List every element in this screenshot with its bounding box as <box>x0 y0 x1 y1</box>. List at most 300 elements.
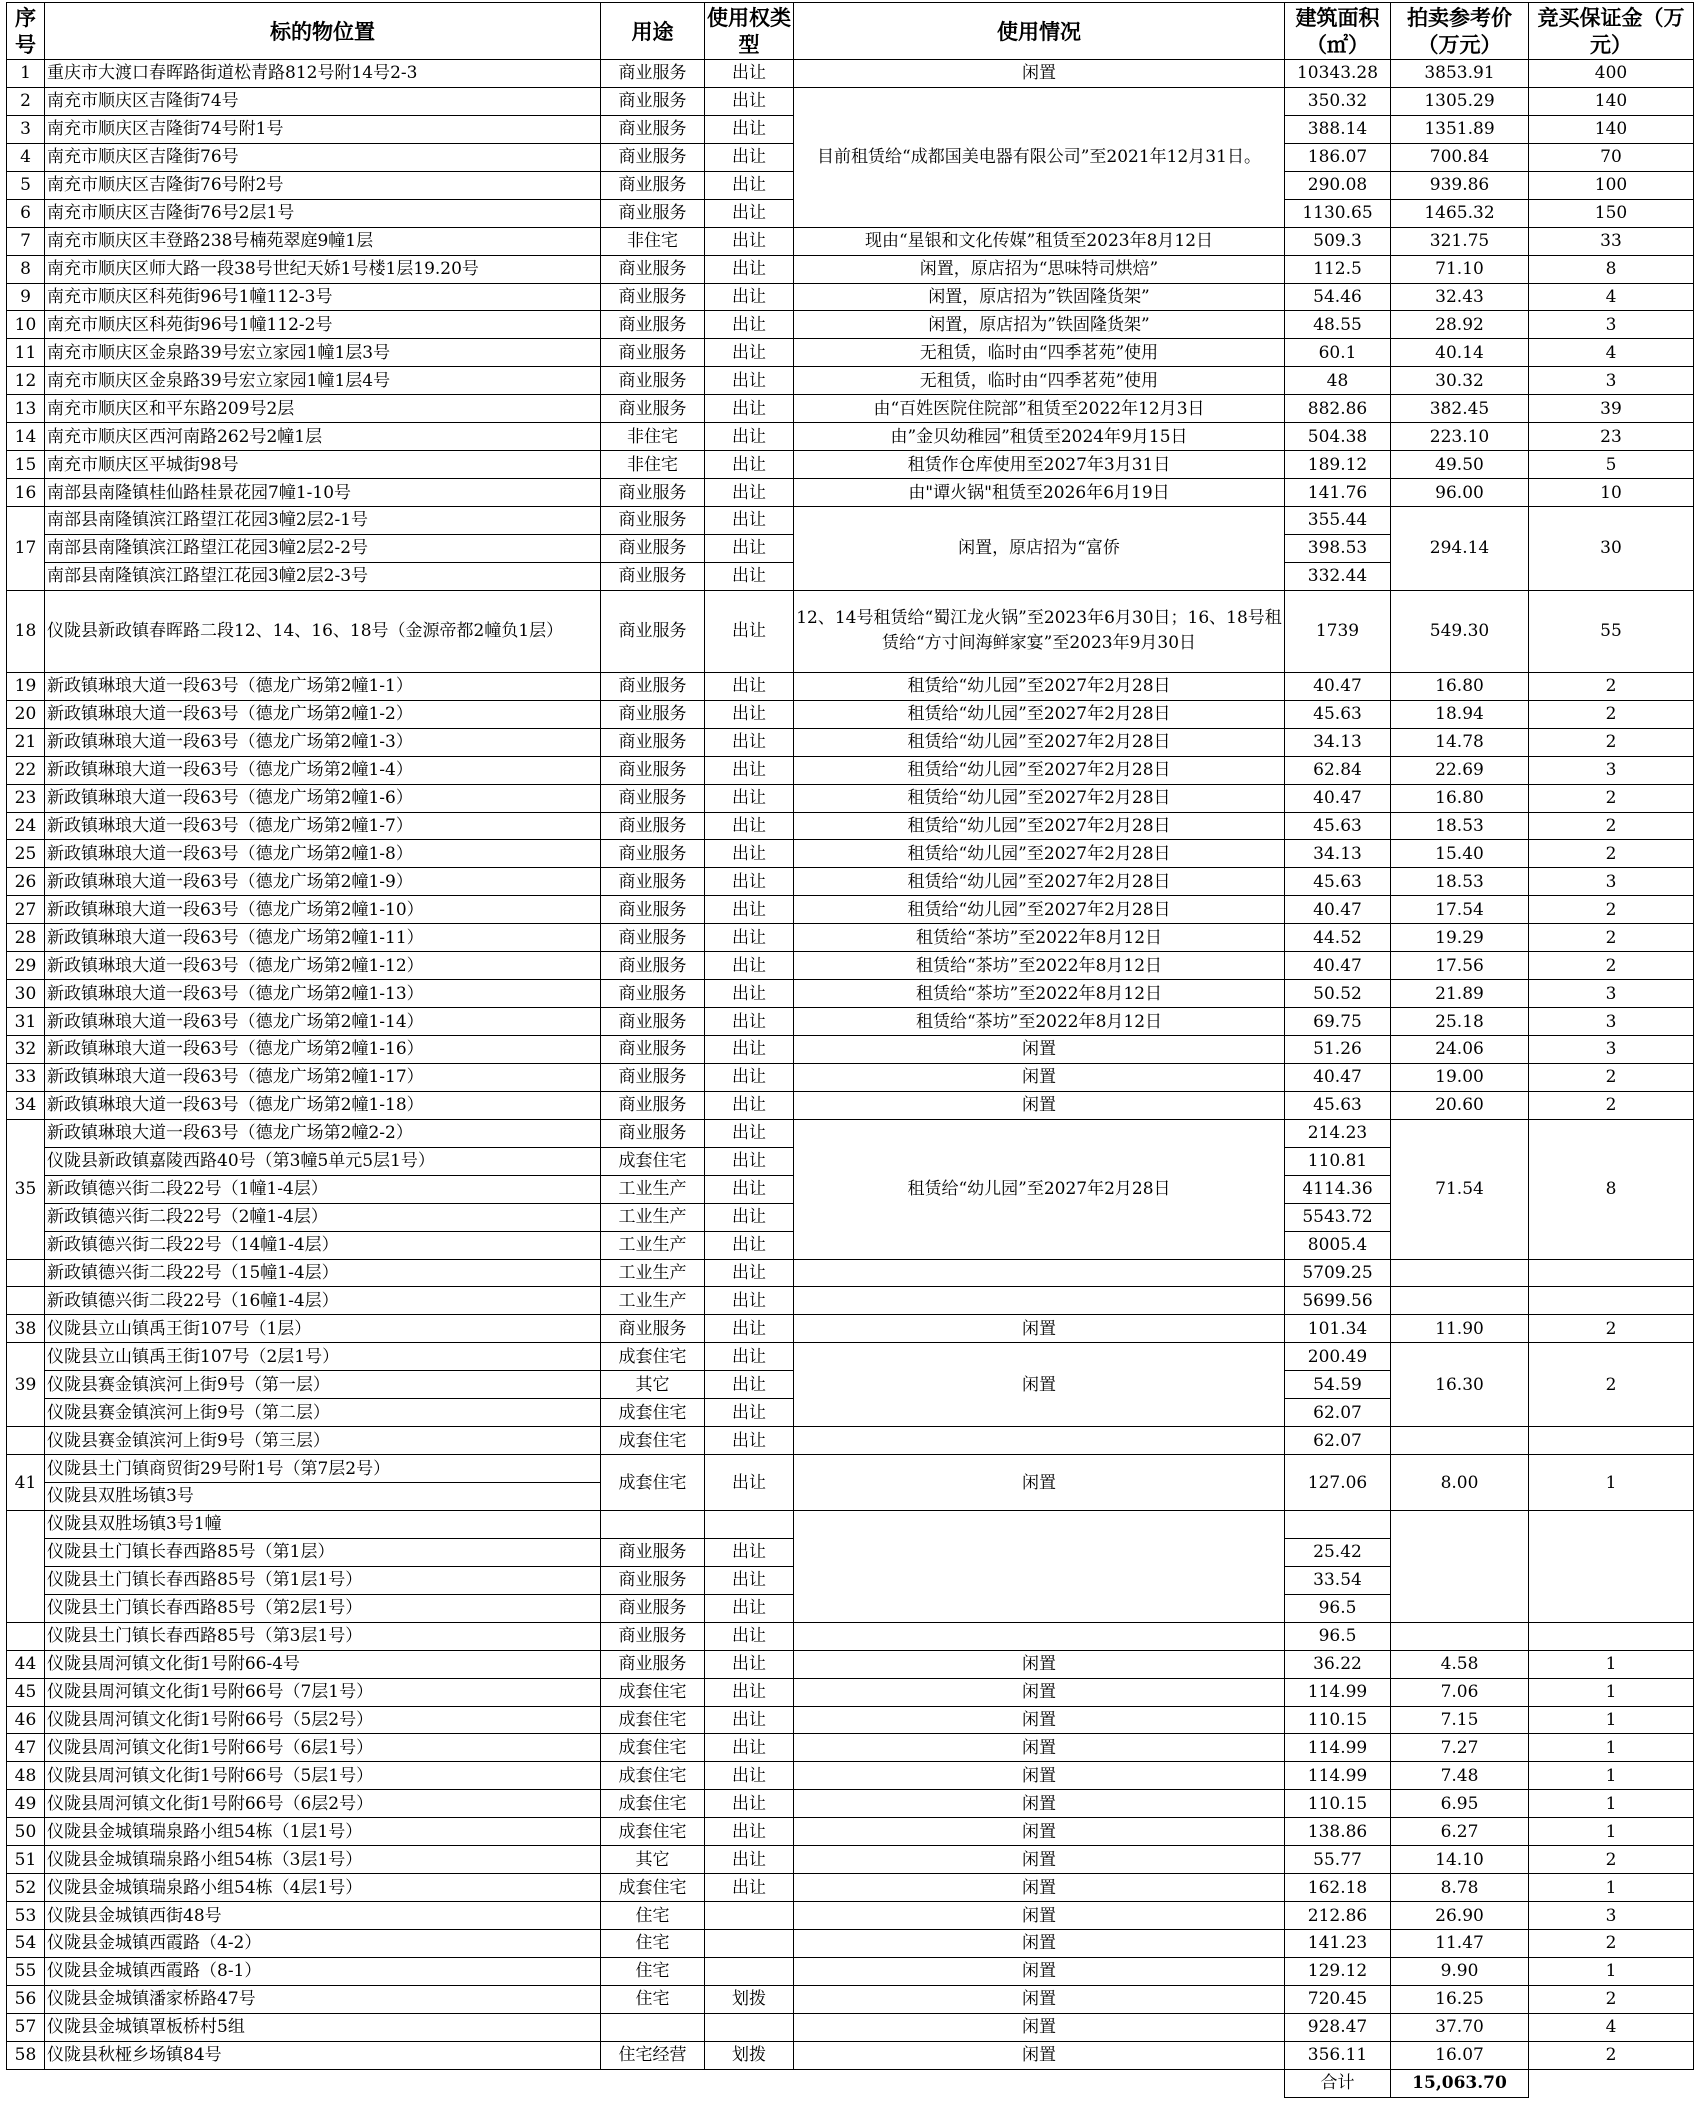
cell-usage: 住宅 <box>601 1957 705 1985</box>
cell-usage: 商业服务 <box>601 1036 705 1064</box>
cell-right-type: 出让 <box>705 1231 794 1259</box>
cell-area: 928.47 <box>1285 2013 1391 2041</box>
cell-usage: 工业生产 <box>601 1231 705 1259</box>
cell-row-number: 26 <box>7 868 45 896</box>
cell-deposit: 2 <box>1529 2041 1694 2069</box>
table-row <box>7 1790 1694 1818</box>
cell-status: 闲置 <box>794 1678 1285 1706</box>
table-row <box>7 1762 1694 1790</box>
table-row <box>7 896 1694 924</box>
cell-deposit <box>1529 1622 1694 1650</box>
header-deposit: 竞买保证金（万元） <box>1529 3 1694 60</box>
cell-reference-price: 14.10 <box>1391 1846 1529 1874</box>
cell-location: 仪陇县金城镇瑞泉路小组54栋（3层1号） <box>45 1846 601 1874</box>
cell-row-number: 45 <box>7 1678 45 1706</box>
cell-usage: 商业服务 <box>601 1622 705 1650</box>
cell-location: 新政镇琳琅大道一段63号（德龙广场第2幢1-3） <box>45 728 601 756</box>
table-row <box>7 311 1694 339</box>
cell-reference-price: 32.43 <box>1391 283 1529 311</box>
table-row <box>7 451 1694 479</box>
cell-usage: 商业服务 <box>601 311 705 339</box>
cell-location: 南充市顺庆区金泉路39号宏立家园1幢1层4号 <box>45 367 601 395</box>
cell-right-type: 出让 <box>705 1036 794 1064</box>
cell-status: 由”金贝幼稚园”租赁至2024年9月15日 <box>794 423 1285 451</box>
cell-usage: 商业服务 <box>601 255 705 283</box>
cell-location: 仪陇县周河镇文化街1号附66号（6层2号） <box>45 1790 601 1818</box>
cell-status: 租赁给“幼儿园”至2027年2月28日 <box>794 840 1285 868</box>
cell-right-type: 出让 <box>705 1762 794 1790</box>
cell-status: 闲置，原店招为“富侨 <box>794 507 1285 591</box>
cell-status: 闲置 <box>794 1315 1285 1343</box>
table-row <box>7 395 1694 423</box>
cell-reference-price: 1305.29 <box>1391 87 1529 115</box>
cell-deposit: 100 <box>1529 171 1694 199</box>
cell-right-type: 划拨 <box>705 2041 794 2069</box>
cell-deposit: 10 <box>1529 479 1694 507</box>
cell-row-number: 9 <box>7 283 45 311</box>
table-row <box>7 367 1694 395</box>
cell-usage: 成套住宅 <box>601 1706 705 1734</box>
cell-row-number: 23 <box>7 784 45 812</box>
cell-usage: 商业服务 <box>601 756 705 784</box>
cell-row-number: 28 <box>7 924 45 952</box>
cell-area: 96.5 <box>1285 1622 1391 1650</box>
cell-row-number: 44 <box>7 1650 45 1678</box>
cell-right-type <box>705 1510 794 1538</box>
cell-row-number: 47 <box>7 1734 45 1762</box>
cell-right-type: 出让 <box>705 812 794 840</box>
cell-status: 闲置 <box>794 1985 1285 2013</box>
cell-reference-price: 223.10 <box>1391 423 1529 451</box>
cell-status: 闲置 <box>794 2013 1285 2041</box>
cell-usage: 住宅经营 <box>601 2041 705 2069</box>
cell-right-type: 出让 <box>705 1790 794 1818</box>
cell-row-number: 24 <box>7 812 45 840</box>
cell-row-number <box>7 1622 45 1650</box>
cell-location: 仪陇县赛金镇滨河上街9号（第二层） <box>45 1399 601 1427</box>
cell-area: 720.45 <box>1285 1985 1391 2013</box>
cell-deposit: 1 <box>1529 1818 1694 1846</box>
cell-reference-price: 7.27 <box>1391 1734 1529 1762</box>
cell-deposit: 1 <box>1529 1790 1694 1818</box>
cell-status: 租赁给“幼儿园”至2027年2月28日 <box>794 672 1285 700</box>
cell-area: 48 <box>1285 367 1391 395</box>
cell-status: 闲置 <box>794 1818 1285 1846</box>
cell-location: 仪陇县秋桠乡场镇84号 <box>45 2041 601 2069</box>
cell-right-type: 出让 <box>705 1315 794 1343</box>
cell-deposit: 2 <box>1529 840 1694 868</box>
cell-location: 新政镇琳琅大道一段63号（德龙广场第2幢1-10） <box>45 896 601 924</box>
cell-location: 南部县南隆镇桂仙路桂景花园7幢1-10号 <box>45 479 601 507</box>
cell-status: 闲置 <box>794 1650 1285 1678</box>
cell-right-type: 出让 <box>705 840 794 868</box>
cell-row-number: 46 <box>7 1706 45 1734</box>
cell-area: 129.12 <box>1285 1957 1391 1985</box>
cell-usage: 成套住宅 <box>601 1147 705 1175</box>
cell-usage: 商业服务 <box>601 728 705 756</box>
table-row <box>7 1455 1694 1483</box>
cell-reference-price: 11.90 <box>1391 1315 1529 1343</box>
table-row <box>7 1818 1694 1846</box>
cell-row-number: 17 <box>7 507 45 591</box>
header-row-number: 序号 <box>7 3 45 60</box>
table-row <box>7 1734 1694 1762</box>
cell-row-number: 51 <box>7 1846 45 1874</box>
cell-usage: 商业服务 <box>601 980 705 1008</box>
cell-reference-price: 11.47 <box>1391 1930 1529 1958</box>
cell-reference-price: 25.18 <box>1391 1008 1529 1036</box>
cell-area: 69.75 <box>1285 1008 1391 1036</box>
cell-area: 212.86 <box>1285 1902 1391 1930</box>
cell-reference-price: 294.14 <box>1391 507 1529 591</box>
cell-row-number: 10 <box>7 311 45 339</box>
cell-right-type: 出让 <box>705 756 794 784</box>
total-empty <box>1529 2069 1694 2097</box>
cell-right-type: 出让 <box>705 255 794 283</box>
cell-usage: 商业服务 <box>601 395 705 423</box>
cell-deposit: 2 <box>1529 700 1694 728</box>
cell-right-type <box>705 2013 794 2041</box>
cell-location: 新政镇琳琅大道一段63号（德龙广场第2幢1-4） <box>45 756 601 784</box>
cell-usage: 住宅 <box>601 1902 705 1930</box>
cell-reference-price: 1465.32 <box>1391 199 1529 227</box>
cell-status: 由“百姓医院住院部”租赁至2022年12月3日 <box>794 395 1285 423</box>
cell-right-type: 出让 <box>705 143 794 171</box>
cell-status: 闲置 <box>794 1790 1285 1818</box>
cell-status: 闲置 <box>794 1902 1285 1930</box>
table-row <box>7 1706 1694 1734</box>
cell-reference-price: 4.58 <box>1391 1650 1529 1678</box>
cell-row-number: 54 <box>7 1930 45 1958</box>
cell-area: 62.07 <box>1285 1399 1391 1427</box>
cell-reference-price: 3853.91 <box>1391 60 1529 88</box>
cell-row-number: 13 <box>7 395 45 423</box>
cell-usage: 工业生产 <box>601 1259 705 1287</box>
cell-row-number: 53 <box>7 1902 45 1930</box>
cell-status: 闲置 <box>794 2041 1285 2069</box>
cell-right-type: 出让 <box>705 1427 794 1455</box>
cell-usage: 成套住宅 <box>601 1762 705 1790</box>
cell-area: 114.99 <box>1285 1678 1391 1706</box>
cell-area: 40.47 <box>1285 672 1391 700</box>
cell-deposit: 3 <box>1529 980 1694 1008</box>
cell-status: 租赁给“幼儿园”至2027年2月28日 <box>794 896 1285 924</box>
table-row <box>7 1678 1694 1706</box>
cell-usage: 工业生产 <box>601 1287 705 1315</box>
cell-status: 闲置，原店招为”铁固隆货架” <box>794 311 1285 339</box>
cell-deposit: 39 <box>1529 395 1694 423</box>
cell-reference-price <box>1391 1510 1529 1622</box>
cell-location: 仪陇县赛金镇滨河上街9号（第三层） <box>45 1427 601 1455</box>
cell-right-type: 出让 <box>705 924 794 952</box>
cell-location: 仪陇县周河镇文化街1号附66号（5层1号） <box>45 1762 601 1790</box>
cell-status: 闲置 <box>794 1846 1285 1874</box>
cell-deposit: 5 <box>1529 451 1694 479</box>
cell-usage: 成套住宅 <box>601 1678 705 1706</box>
table-row <box>7 255 1694 283</box>
cell-row-number <box>7 1510 45 1622</box>
cell-location: 仪陇县金城镇潘家桥路47号 <box>45 1985 601 2013</box>
cell-usage: 商业服务 <box>601 924 705 952</box>
cell-right-type: 出让 <box>705 311 794 339</box>
cell-location: 仪陇县周河镇文化街1号附66号（7层1号） <box>45 1678 601 1706</box>
cell-row-number: 30 <box>7 980 45 1008</box>
cell-row-number: 6 <box>7 199 45 227</box>
cell-reference-price: 28.92 <box>1391 311 1529 339</box>
cell-reference-price: 49.50 <box>1391 451 1529 479</box>
cell-location: 仪陇县周河镇文化街1号附66-4号 <box>45 1650 601 1678</box>
table-row <box>7 1091 1694 1119</box>
cell-right-type: 出让 <box>705 952 794 980</box>
table-row <box>7 1427 1694 1455</box>
cell-status: 目前租赁给“成都国美电器有限公司”至2021年12月31日。 <box>794 87 1285 227</box>
cell-right-type: 出让 <box>705 227 794 255</box>
cell-usage: 商业服务 <box>601 171 705 199</box>
cell-right-type <box>705 1902 794 1930</box>
cell-area: 44.52 <box>1285 924 1391 952</box>
cell-reference-price: 18.94 <box>1391 700 1529 728</box>
cell-row-number: 58 <box>7 2041 45 2069</box>
cell-location: 仪陇县立山镇禹王街107号（1层） <box>45 1315 601 1343</box>
cell-row-number: 14 <box>7 423 45 451</box>
cell-location: 新政镇琳琅大道一段63号（德龙广场第2幢1-12） <box>45 952 601 980</box>
cell-reference-price: 1351.89 <box>1391 115 1529 143</box>
cell-right-type: 出让 <box>705 1371 794 1399</box>
cell-location: 南充市顺庆区和平东路209号2层 <box>45 395 601 423</box>
cell-area: 509.3 <box>1285 227 1391 255</box>
cell-row-number: 15 <box>7 451 45 479</box>
cell-deposit: 70 <box>1529 143 1694 171</box>
cell-status: 租赁给“幼儿园”至2027年2月28日 <box>794 784 1285 812</box>
cell-deposit: 1 <box>1529 1762 1694 1790</box>
cell-row-number: 5 <box>7 171 45 199</box>
cell-location: 仪陇县金城镇西霞路（8-1） <box>45 1957 601 1985</box>
cell-row-number: 1 <box>7 60 45 88</box>
cell-deposit <box>1529 1427 1694 1455</box>
cell-right-type: 出让 <box>705 395 794 423</box>
cell-usage: 商业服务 <box>601 896 705 924</box>
cell-area: 51.26 <box>1285 1036 1391 1064</box>
cell-status: 租赁给“茶坊”至2022年8月12日 <box>794 1008 1285 1036</box>
cell-location: 新政镇德兴街二段22号（1幢1-4层） <box>45 1175 601 1203</box>
cell-status: 闲置 <box>794 60 1285 88</box>
table-row <box>7 672 1694 700</box>
cell-deposit: 1 <box>1529 1706 1694 1734</box>
cell-row-number: 11 <box>7 339 45 367</box>
cell-area: 40.47 <box>1285 784 1391 812</box>
cell-right-type: 出让 <box>705 1594 794 1622</box>
cell-area: 45.63 <box>1285 812 1391 840</box>
cell-status: 闲置 <box>794 1063 1285 1091</box>
cell-area: 45.63 <box>1285 1091 1391 1119</box>
cell-usage: 商业服务 <box>601 868 705 896</box>
cell-area: 48.55 <box>1285 311 1391 339</box>
cell-area: 101.34 <box>1285 1315 1391 1343</box>
cell-area: 112.5 <box>1285 255 1391 283</box>
cell-location: 新政镇琳琅大道一段63号（德龙广场第2幢1-9） <box>45 868 601 896</box>
cell-row-number: 49 <box>7 1790 45 1818</box>
table-row <box>7 840 1694 868</box>
cell-location: 新政镇德兴街二段22号（15幢1-4层） <box>45 1259 601 1287</box>
cell-row-number: 31 <box>7 1008 45 1036</box>
cell-area: 1739 <box>1285 590 1391 672</box>
cell-usage: 商业服务 <box>601 562 705 590</box>
table-row <box>7 479 1694 507</box>
cell-right-type: 出让 <box>705 199 794 227</box>
cell-right-type: 出让 <box>705 672 794 700</box>
table-row <box>7 1957 1694 1985</box>
cell-area: 5699.56 <box>1285 1287 1391 1315</box>
table-row <box>7 812 1694 840</box>
cell-reference-price: 549.30 <box>1391 590 1529 672</box>
cell-location: 新政镇德兴街二段22号（2幢1-4层） <box>45 1203 601 1231</box>
cell-area: 45.63 <box>1285 868 1391 896</box>
cell-usage: 成套住宅 <box>601 1427 705 1455</box>
cell-deposit: 2 <box>1529 1091 1694 1119</box>
cell-area: 40.47 <box>1285 896 1391 924</box>
cell-row-number: 25 <box>7 840 45 868</box>
cell-row-number: 16 <box>7 479 45 507</box>
cell-area: 36.22 <box>1285 1650 1391 1678</box>
cell-area: 54.46 <box>1285 283 1391 311</box>
cell-deposit: 2 <box>1529 1343 1694 1427</box>
cell-area: 33.54 <box>1285 1566 1391 1594</box>
cell-reference-price: 16.25 <box>1391 1985 1529 2013</box>
header-area: 建筑面积（㎡） <box>1285 3 1391 60</box>
table-row <box>7 283 1694 311</box>
cell-deposit <box>1529 1259 1694 1287</box>
cell-area: 34.13 <box>1285 728 1391 756</box>
cell-deposit: 1 <box>1529 1678 1694 1706</box>
cell-deposit: 4 <box>1529 339 1694 367</box>
cell-right-type: 出让 <box>705 1874 794 1902</box>
cell-location: 仪陇县金城镇罩板桥村5组 <box>45 2013 601 2041</box>
table-row <box>7 1063 1694 1091</box>
cell-area: 55.77 <box>1285 1846 1391 1874</box>
cell-location: 仪陇县周河镇文化街1号附66号（6层1号） <box>45 1734 601 1762</box>
cell-status: 租赁给“幼儿园”至2027年2月28日 <box>794 700 1285 728</box>
cell-area: 882.86 <box>1285 395 1391 423</box>
cell-right-type: 出让 <box>705 1399 794 1427</box>
cell-right-type: 出让 <box>705 728 794 756</box>
cell-area: 141.23 <box>1285 1930 1391 1958</box>
cell-area: 388.14 <box>1285 115 1391 143</box>
cell-reference-price: 6.95 <box>1391 1790 1529 1818</box>
cell-row-number: 34 <box>7 1091 45 1119</box>
cell-deposit: 23 <box>1529 423 1694 451</box>
table-row <box>7 952 1694 980</box>
cell-right-type: 出让 <box>705 868 794 896</box>
cell-row-number <box>7 1287 45 1315</box>
cell-right-type: 出让 <box>705 1455 794 1511</box>
cell-status: 闲置，原店招为”铁固隆货架” <box>794 283 1285 311</box>
cell-location: 南充市顺庆区丰登路238号楠苑翠庭9幢1层 <box>45 227 601 255</box>
cell-status: 无租赁，临时由“四季茗苑”使用 <box>794 339 1285 367</box>
cell-location: 南充市顺庆区吉隆街76号 <box>45 143 601 171</box>
cell-location: 新政镇琳琅大道一段63号（德龙广场第2幢1-17） <box>45 1063 601 1091</box>
cell-row-number: 2 <box>7 87 45 115</box>
cell-location: 重庆市大渡口春晖路街道松青路812号附14号2-3 <box>45 60 601 88</box>
header-location: 标的物位置 <box>45 3 601 60</box>
cell-deposit: 3 <box>1529 367 1694 395</box>
cell-location: 新政镇琳琅大道一段63号（德龙广场第2幢1-18） <box>45 1091 601 1119</box>
cell-location: 南充市顺庆区师大路一段38号世纪天娇1号楼1层19.20号 <box>45 255 601 283</box>
cell-deposit: 55 <box>1529 590 1694 672</box>
cell-area: 200.49 <box>1285 1343 1391 1371</box>
cell-usage: 商业服务 <box>601 952 705 980</box>
cell-usage: 商业服务 <box>601 1091 705 1119</box>
table-row <box>7 1119 1694 1147</box>
table-row <box>7 2041 1694 2069</box>
cell-area: 62.07 <box>1285 1427 1391 1455</box>
auction-table <box>6 2 1694 2098</box>
cell-usage: 非住宅 <box>601 423 705 451</box>
cell-area: 398.53 <box>1285 534 1391 562</box>
cell-row-number: 20 <box>7 700 45 728</box>
cell-reference-price: 15.40 <box>1391 840 1529 868</box>
cell-reference-price <box>1391 1259 1529 1287</box>
cell-row-number <box>7 1427 45 1455</box>
cell-right-type: 出让 <box>705 339 794 367</box>
table-row <box>7 1008 1694 1036</box>
cell-right-type: 出让 <box>705 1008 794 1036</box>
cell-usage: 商业服务 <box>601 1008 705 1036</box>
cell-usage: 商业服务 <box>601 784 705 812</box>
cell-deposit: 2 <box>1529 1930 1694 1958</box>
cell-row-number: 35 <box>7 1119 45 1259</box>
cell-right-type: 出让 <box>705 896 794 924</box>
cell-location: 仪陇县金城镇西街48号 <box>45 1902 601 1930</box>
table-row <box>7 60 1694 88</box>
cell-row-number: 27 <box>7 896 45 924</box>
cell-row-number: 52 <box>7 1874 45 1902</box>
cell-usage: 商业服务 <box>601 115 705 143</box>
cell-area: 350.32 <box>1285 87 1391 115</box>
cell-area: 10343.28 <box>1285 60 1391 88</box>
cell-deposit: 150 <box>1529 199 1694 227</box>
cell-reference-price: 382.45 <box>1391 395 1529 423</box>
cell-deposit: 3 <box>1529 311 1694 339</box>
cell-right-type: 出让 <box>705 479 794 507</box>
cell-status: 闲置 <box>794 1762 1285 1790</box>
cell-status: 闲置 <box>794 1343 1285 1427</box>
cell-usage: 商业服务 <box>601 1594 705 1622</box>
cell-location: 仪陇县赛金镇滨河上街9号（第一层） <box>45 1371 601 1399</box>
cell-usage: 成套住宅 <box>601 1343 705 1371</box>
cell-reference-price: 7.06 <box>1391 1678 1529 1706</box>
document-page <box>6 2 1694 2098</box>
cell-reference-price: 17.56 <box>1391 952 1529 980</box>
cell-usage: 工业生产 <box>601 1175 705 1203</box>
cell-right-type: 出让 <box>705 1091 794 1119</box>
cell-reference-price: 6.27 <box>1391 1818 1529 1846</box>
cell-reference-price: 19.00 <box>1391 1063 1529 1091</box>
cell-deposit: 2 <box>1529 924 1694 952</box>
cell-area <box>1285 1510 1391 1538</box>
cell-location: 南充市顺庆区吉隆街76号附2号 <box>45 171 601 199</box>
cell-area: 4114.36 <box>1285 1175 1391 1203</box>
cell-location: 南部县南隆镇滨江路望江花园3幢2层2-1号 <box>45 507 601 535</box>
cell-location: 南充市顺庆区吉隆街74号 <box>45 87 601 115</box>
cell-deposit: 3 <box>1529 1902 1694 1930</box>
cell-usage: 非住宅 <box>601 227 705 255</box>
cell-status: 12、14号租赁给“蜀江龙火锅”至2023年6月30日；16、18号租赁给“方寸间海鲜家宴”至2023年9月30日 <box>794 590 1285 672</box>
cell-area: 214.23 <box>1285 1119 1391 1147</box>
cell-deposit: 2 <box>1529 1315 1694 1343</box>
cell-area: 162.18 <box>1285 1874 1391 1902</box>
cell-reference-price: 7.48 <box>1391 1762 1529 1790</box>
cell-deposit: 2 <box>1529 952 1694 980</box>
